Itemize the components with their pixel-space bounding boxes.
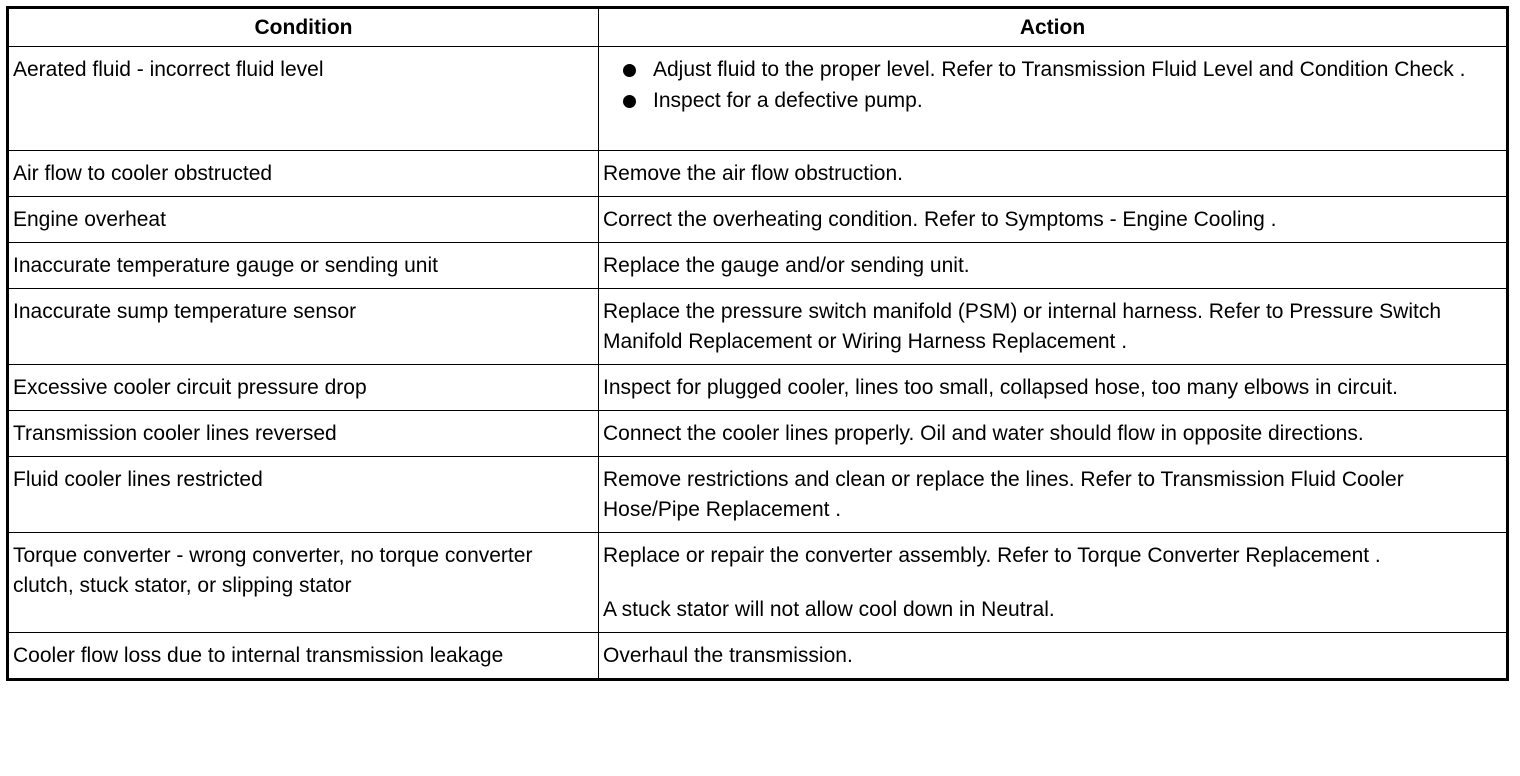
action-bullet	[623, 86, 1502, 116]
table-row	[8, 365, 1508, 411]
table-row	[8, 289, 1508, 365]
action-bullet-list	[603, 55, 1502, 116]
action-cell: Inspect for plugged cooler, lines too small, collapsed hose, too many elbows in circuit.	[599, 365, 1508, 411]
table-header-row	[8, 8, 1508, 47]
table-row	[8, 197, 1508, 243]
action-cell: Replace the pressure switch manifold (PSM) or internal harness. Refer to Pressure Switch Manifold Replacement or Wiring Harness Replacement .	[599, 289, 1508, 365]
table-row	[8, 151, 1508, 197]
condition-cell: Engine overheat	[8, 197, 599, 243]
header-condition: Condition	[8, 8, 599, 47]
bullet-text: Inspect for a defective pump.	[653, 89, 923, 112]
action-cell: Overhaul the transmission.	[599, 633, 1508, 680]
action-note: A stuck stator will not allow cool down in Neutral.	[603, 598, 1055, 621]
action-cell	[599, 47, 1508, 151]
table-row	[8, 411, 1508, 457]
action-cell	[599, 533, 1508, 633]
table-row	[8, 243, 1508, 289]
table-row	[8, 633, 1508, 680]
action-cell: Correct the overheating condition. Refer to Symptoms - Engine Cooling .	[599, 197, 1508, 243]
action-cell: Connect the cooler lines properly. Oil and water should flow in opposite directions.	[599, 411, 1508, 457]
action-cell: Remove the air flow obstruction.	[599, 151, 1508, 197]
action-text: Replace or repair the converter assembly. Refer to Torque Converter Replacement .	[603, 544, 1381, 567]
diagnostic-table	[6, 6, 1509, 681]
action-cell: Replace the gauge and/or sending unit.	[599, 243, 1508, 289]
condition-cell: Aerated fluid - incorrect fluid level	[8, 47, 599, 151]
condition-cell: Inaccurate sump temperature sensor	[8, 289, 599, 365]
bullet-text: Adjust fluid to the proper level. Refer to Transmission Fluid Level and Condition Check .	[653, 58, 1466, 81]
bullet-icon	[623, 64, 636, 77]
bullet-icon	[623, 95, 636, 108]
table-row	[8, 533, 1508, 633]
action-cell: Remove restrictions and clean or replace the lines. Refer to Transmission Fluid Cooler Hose/Pipe Replacement .	[599, 457, 1508, 533]
header-action: Action	[599, 8, 1508, 47]
condition-cell: Cooler flow loss due to internal transmission leakage	[8, 633, 599, 680]
action-bullet	[623, 55, 1502, 85]
condition-cell: Torque converter - wrong converter, no torque converter clutch, stuck stator, or slipping stator	[8, 533, 599, 633]
condition-cell: Inaccurate temperature gauge or sending unit	[8, 243, 599, 289]
condition-cell: Excessive cooler circuit pressure drop	[8, 365, 599, 411]
table-row	[8, 457, 1508, 533]
condition-cell: Transmission cooler lines reversed	[8, 411, 599, 457]
condition-cell: Fluid cooler lines restricted	[8, 457, 599, 533]
condition-cell: Air flow to cooler obstructed	[8, 151, 599, 197]
table-row	[8, 47, 1508, 151]
